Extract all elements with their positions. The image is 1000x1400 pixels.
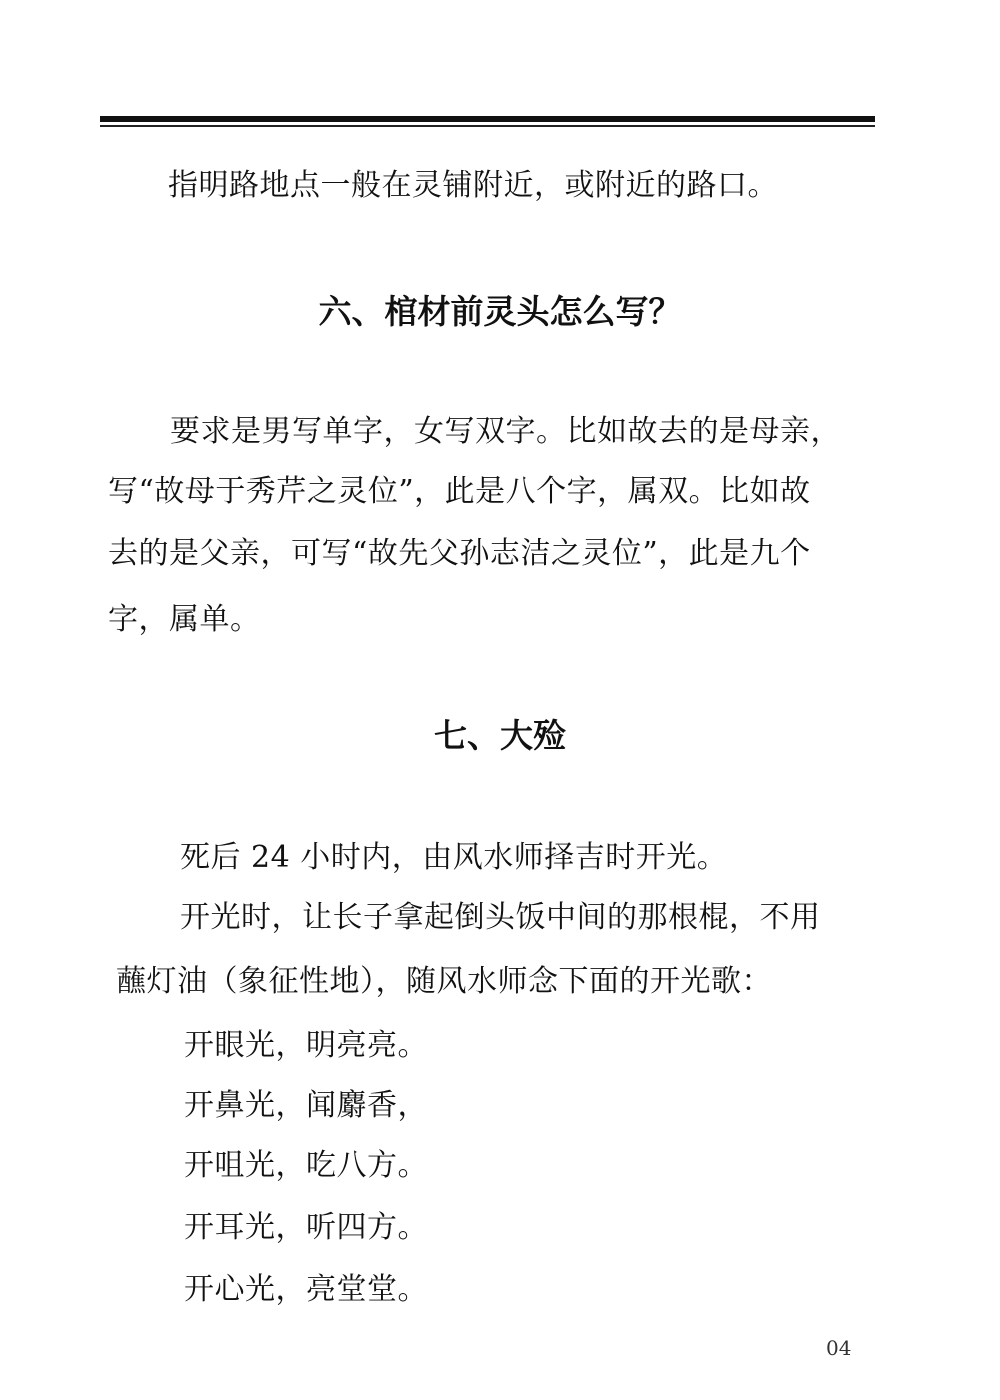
song-line: 开耳光，听四方。 xyxy=(184,1210,428,1245)
song-line: 开鼻光，闻麝香， xyxy=(184,1088,428,1123)
paragraph-line: 写“故母于秀芹之灵位”，此是八个字，属双。比如故 xyxy=(108,474,811,509)
paragraph-line: 蘸灯油（象征性地），随风水师念下面的开光歌： xyxy=(116,964,772,999)
paragraph-line: 要求是男写单字，女写双字。比如故去的是母亲， xyxy=(170,414,841,449)
intro-paragraph: 指明路地点一般在灵铺附近，或附近的路口。 xyxy=(168,168,778,203)
header-rule-thin xyxy=(100,125,875,127)
song-line: 开眼光，明亮亮。 xyxy=(184,1028,428,1063)
page-number: 04 xyxy=(826,1336,852,1360)
paragraph-line: 死后 24 小时内，由风水师择吉时开光。 xyxy=(180,840,728,875)
song-line: 开咀光，吃八方。 xyxy=(184,1148,428,1183)
section-6-heading: 六、棺材前灵头怎么写？ xyxy=(318,292,682,331)
song-line: 开心光，亮堂堂。 xyxy=(184,1272,428,1307)
paragraph-line: 去的是父亲，可写“故先父孙志洁之灵位”，此是九个 xyxy=(108,536,811,571)
header-rule-thick xyxy=(100,116,875,122)
paragraph-line: 字，属单。 xyxy=(108,602,261,637)
section-7-heading: 七、大殓 xyxy=(434,716,566,755)
paragraph-line: 开光时，让长子拿起倒头饭中间的那根棍，不用 xyxy=(180,900,821,935)
